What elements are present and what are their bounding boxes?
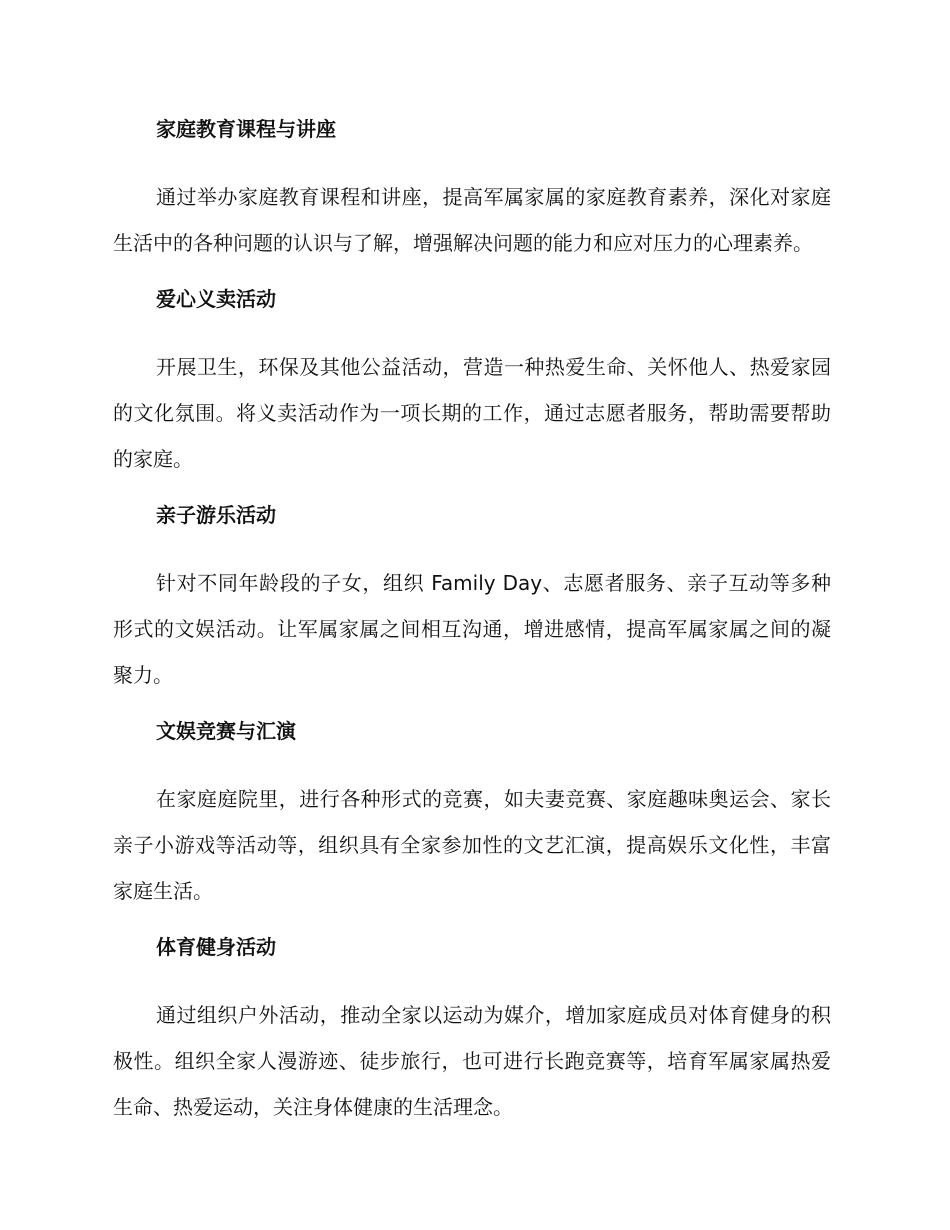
section-charity-sale bbox=[113, 282, 831, 482]
section-heading: 家庭教育课程与讲座 bbox=[156, 117, 336, 141]
section-sports-fitness bbox=[113, 930, 831, 1130]
section-paragraph: 通过组织户外活动，推动全家以运动为媒介，增加家庭成员对体育健身的积极性。组织全家人漫游迹、徒步旅行，也可进行长跑竞赛等，培育军属家属热爱生命、热爱运动，关注身体健康的生活理念。 bbox=[113, 1003, 831, 1119]
section-heading: 亲子游乐活动 bbox=[156, 503, 276, 527]
section-heading: 体育健身活动 bbox=[156, 935, 276, 959]
section-parent-child-activities bbox=[113, 498, 831, 698]
section-entertainment-contests bbox=[113, 714, 831, 914]
section-paragraph: 通过举办家庭教育课程和讲座，提高军属家属的家庭教育素养，深化对家庭生活中的各种问题的认识与了解，增强解决问题的能力和应对压力的心理素养。 bbox=[113, 185, 831, 255]
section-heading: 爱心义卖活动 bbox=[156, 287, 276, 311]
section-paragraph: 在家庭庭院里，进行各种形式的竞赛，如夫妻竞赛、家庭趣味奥运会、家长亲子小游戏等活动等，组织具有全家参加性的文艺汇演，提高娱乐文化性，丰富家庭生活。 bbox=[113, 787, 831, 903]
section-paragraph: 开展卫生，环保及其他公益活动，营造一种热爱生命、关怀他人、热爱家园的文化氛围。将义卖活动作为一项长期的工作，通过志愿者服务，帮助需要帮助的家庭。 bbox=[113, 355, 831, 471]
document-body bbox=[113, 112, 831, 1130]
section-paragraph: 针对不同年龄段的子女，组织 Family Day、志愿者服务、亲子互动等多种形式的文娱活动。让军属家属之间相互沟通，增进感情，提高军属家属之间的凝聚力。 bbox=[113, 571, 831, 687]
section-family-education bbox=[113, 112, 831, 266]
section-heading: 文娱竞赛与汇演 bbox=[156, 719, 296, 743]
